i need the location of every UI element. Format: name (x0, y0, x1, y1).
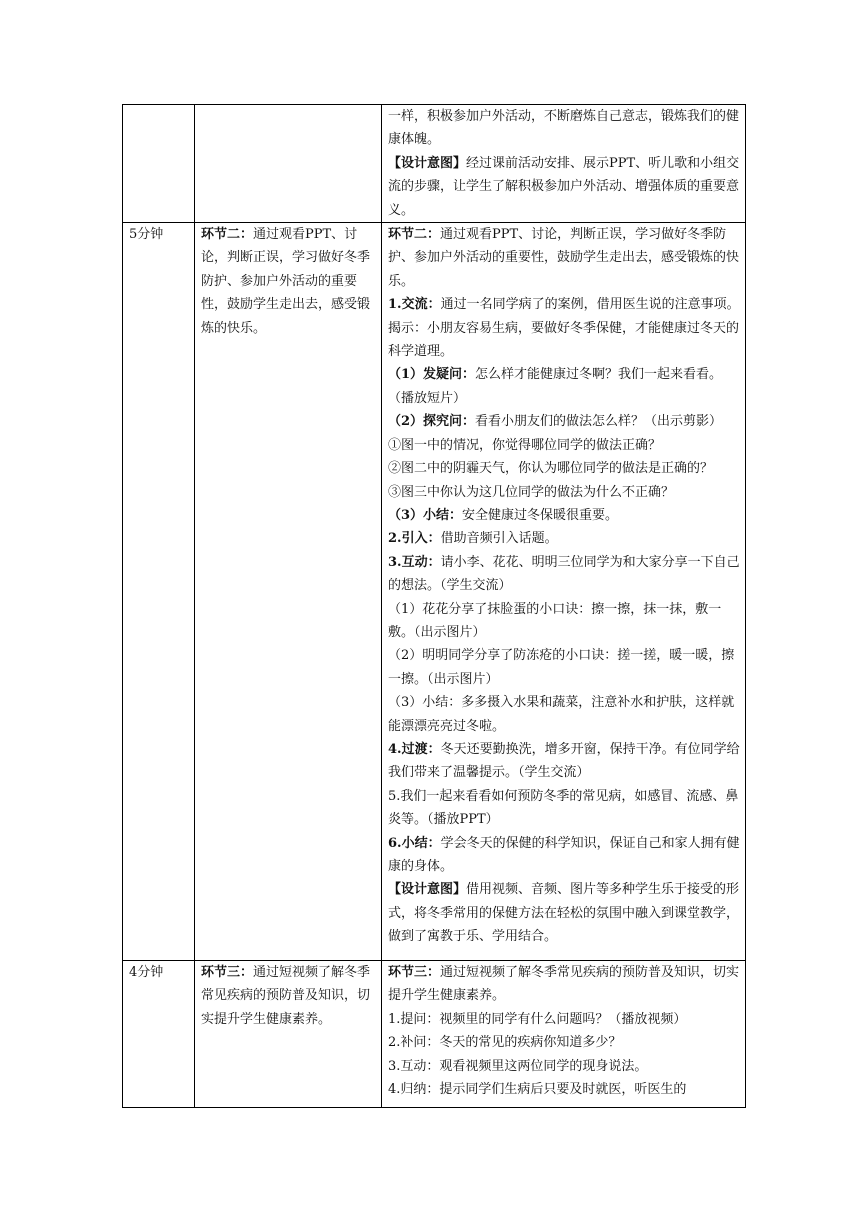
activity-text: 借助音频引入话题。 (440, 531, 558, 547)
stage-text: 通过观看PPT、讨论，判断正误，学习做好冬季防护、参加户外活动的重要性，鼓励学生走出去，感受锻炼的快乐。 (201, 227, 371, 336)
activity-lead: 6.小结： (388, 835, 441, 851)
activity-lead: （3）小结： (388, 507, 463, 523)
stage-lead: 环节三： (201, 965, 254, 981)
activity-text: 通过短视频了解冬季常见疾病的预防普及知识，切实提升学生健康素养。 (388, 965, 740, 1004)
activity-text: ①图一中的情况，你觉得哪位同学的做法正确？ (388, 437, 662, 453)
activity-text: 借用视频、音频、图片等多种学生乐于接受的形式，将冬季常用的保健方法在轻松的氛围中融入到课堂教学，做到了寓教于乐、学用结合。 (388, 882, 740, 945)
activity-text: 学会冬天的保健的科学知识，保证自己和家人拥有健康的身体。 (388, 835, 740, 874)
activity-paragraph (388, 105, 740, 152)
activity-paragraph (388, 223, 740, 293)
time-text: 5分钟 (129, 227, 164, 243)
time-cell (123, 105, 195, 223)
activity-lead: 环节二： (388, 227, 441, 243)
activity-cell (382, 223, 746, 961)
activity-text: 请小李、花花、明明三位同学为和大家分享一下自己的想法。（学生交流） (388, 554, 740, 594)
activity-paragraph (388, 832, 740, 879)
activity-lead: （1）发疑问： (388, 367, 476, 383)
activity-paragraph (388, 293, 740, 363)
activity-text: 通过一名同学病了的案例，借用医生说的注意事项。揭示：小朋友容易生病，要做好冬季保健，才能健康过冬天的科学道理。 (388, 297, 740, 360)
activity-text: （2）明明同学分享了防冻疮的小口诀：搓一搓，暖一暖，擦一擦。（出示图片） (388, 648, 735, 687)
activity-text: ③图三中你认为这几位同学的做法为什么不正确？ (388, 484, 675, 500)
activity-paragraph (388, 410, 740, 433)
activity-lead: 4.过渡： (388, 741, 441, 757)
activity-paragraph (388, 598, 740, 645)
activity-text: 怎么样才能健康过冬啊？我们一起来看看。（播放短片） (388, 367, 723, 406)
table-row (123, 223, 746, 961)
activity-text: 通过观看PPT、讨论，判断正误，学习做好冬季防护、参加户外活动的重要性，鼓励学生走出去，感受锻炼的快乐。 (388, 227, 740, 289)
activity-text: （3）小结：多多摄入水果和蔬菜，注意补水和护肤，这样就能漂漂亮亮过冬啦。 (388, 695, 735, 734)
activity-paragraph (388, 152, 740, 222)
lesson-plan-table (122, 104, 746, 1108)
activity-paragraph (388, 785, 740, 832)
activity-lead: 2.引入： (388, 531, 441, 547)
activity-paragraph (388, 1078, 740, 1101)
time-text: 4分钟 (129, 965, 164, 981)
activity-paragraph (388, 644, 740, 691)
stage-text: 通过短视频了解冬季常见疾病的预防普及知识，切实提升学生健康素养。 (201, 965, 371, 1027)
activity-paragraph (388, 527, 740, 550)
activity-text: 一样，积极参加户外活动，不断磨炼自己意志，锻炼我们的健康体魄。 (388, 109, 740, 148)
stage-cell (195, 105, 382, 223)
activity-lead: 3.互动： (388, 554, 441, 570)
activity-lead: 环节三： (388, 965, 441, 981)
activity-text: 1.提问：视频里的同学有什么问题吗？（播放视频） (388, 1011, 687, 1027)
activity-text: 经过课前活动安排、展示PPT、听儿歌和小组交流的步骤，让学生了解积极参加户外活动、增强体质的重要意义。 (388, 155, 740, 218)
activity-lead: 1.交流： (388, 297, 441, 313)
activity-paragraph (388, 878, 740, 948)
activity-text: 冬天还要勤换洗，增多开窗，保持干净。有位同学给我们带来了温馨提示。（学生交流） (388, 741, 740, 781)
activity-paragraph (388, 504, 740, 527)
activity-paragraph (388, 691, 740, 738)
activity-paragraph (388, 457, 740, 480)
activity-paragraph (388, 961, 740, 1008)
activity-text: 看看小朋友们的做法怎么样？（出示剪影） (475, 414, 723, 430)
time-cell (123, 961, 195, 1108)
activity-paragraph (388, 1055, 740, 1078)
activity-text: 2.补问：冬天的常见的疾病你知道多少？ (388, 1035, 622, 1051)
activity-lead: （2）探究问： (388, 414, 476, 430)
activity-text: 4.归纳：提示同学们生病后只要及时就医，听医生的 (388, 1082, 687, 1098)
activity-lead: 【设计意图】 (388, 155, 467, 171)
stage-cell (195, 961, 382, 1108)
activity-paragraph (388, 363, 740, 410)
activity-text: 安全健康过冬保暖很重要。 (462, 507, 619, 523)
activity-paragraph (388, 434, 740, 457)
stage-cell (195, 223, 382, 961)
time-cell (123, 223, 195, 961)
activity-lead: 【设计意图】 (388, 882, 467, 898)
activity-paragraph (388, 481, 740, 504)
stage-lead: 环节二： (201, 227, 254, 243)
activity-cell (382, 961, 746, 1108)
table-row (123, 961, 746, 1108)
activity-text: 3.互动：观看视频里这两位同学的现身说法。 (388, 1058, 648, 1074)
activity-text: ②图二中的阴霾天气，你认为哪位同学的做法是正确的？ (388, 461, 714, 477)
activity-paragraph (388, 1008, 740, 1031)
activity-paragraph (388, 551, 740, 598)
table-row (123, 105, 746, 223)
activity-cell (382, 105, 746, 223)
activity-paragraph (388, 1031, 740, 1054)
activity-text: （1）花花分享了抹脸蛋的小口诀：擦一擦，抹一抹，敷一敷。（出示图片） (388, 601, 722, 640)
activity-paragraph (388, 738, 740, 785)
activity-text: 5.我们一起来看看如何预防冬季的常见病，如感冒、流感、鼻炎等。（播放PPT） (388, 788, 739, 828)
